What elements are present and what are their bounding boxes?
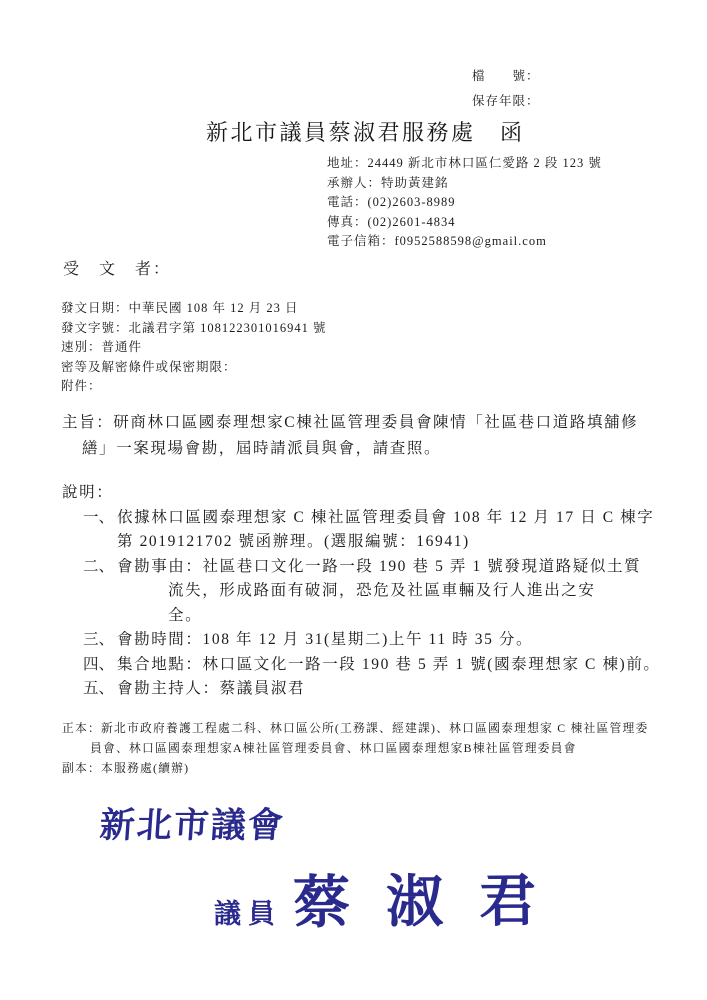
- description-item-2-wrap: 流失，形成路面有破洞，恐危及社區車輛及行人進出之安: [168, 582, 596, 599]
- sender-phone-line: 電話：(02)2603-8989: [327, 195, 456, 209]
- description-item-3: [83, 628, 661, 653]
- sender-contact-line: 承辦人：特助黃建銘: [327, 175, 449, 190]
- item-number: 一、: [83, 508, 115, 526]
- item-text: 會勘主持人：蔡議員淑君: [117, 680, 306, 697]
- priority-line: 速別：普通件: [61, 340, 143, 354]
- classification-line: 密等及解密條件或保密期限：: [61, 359, 237, 374]
- retention-period-label: 保存年限：: [472, 94, 540, 108]
- council-name-stamp: 新北市議會: [98, 806, 287, 845]
- description-item-5: [83, 677, 661, 702]
- item-text: 依據林口區國泰理想家 C 棟社區管理委員會 108 年 12 月 17 日 C 棟字: [117, 508, 655, 526]
- document-meta-block: [61, 299, 327, 397]
- description-item-1-wrap: 第 2019121702 號函辦理。(選服編號：16941): [117, 533, 470, 550]
- sender-address-line: 地址：24449 新北市林口區仁愛路 2 段 123 號: [327, 156, 602, 170]
- councilor-signature: 蔡淑君: [292, 869, 573, 936]
- document-title: 新北市議員蔡淑君服務處 函: [206, 120, 525, 145]
- carbon-copy-line: 副本：本服務處(續辦): [62, 761, 190, 775]
- description-item-2: [83, 555, 661, 580]
- file-number-block: [472, 64, 540, 114]
- subject-line: 繕」一案現場會勘，屆時請派員與會，請查照。: [82, 439, 442, 457]
- description-item-4: [83, 653, 661, 678]
- description-item-1: [83, 506, 661, 531]
- original-copy-line-wrap: 員會、林口區國泰理想家A棟社區管理委員會、林口區國泰理想家B棟社區管理委員會: [90, 741, 577, 755]
- sender-fax-line: 傳真：(02)2601-4834: [327, 214, 456, 229]
- sender-email-line: 電子信箱：f0952588598@gmail.com: [327, 234, 547, 248]
- councilor-title-stamp: 議員: [214, 899, 282, 929]
- sender-info-block: [327, 154, 602, 252]
- description-item-2-wrap: 全。: [168, 606, 203, 624]
- item-text: 會勘時間：108 年 12 月 31(星期二)上午 11 時 35 分。: [117, 631, 534, 648]
- reference-number-line: 發文字號：北議君字第 108122301016941 號: [61, 320, 327, 335]
- item-text: 會勘事由：社區巷口文化一路一段 190 巷 5 弄 1 號發現道路疑似土質: [117, 557, 642, 575]
- original-copy-line: 正本：新北市政府養護工程處二科、林口區公所(工務課、經建課)、林口區國泰理想家 C 棟社區管理委: [62, 721, 649, 735]
- item-number: 五、: [83, 680, 115, 697]
- file-number-label: 檔 號：: [472, 69, 540, 83]
- attachment-line: 附件：: [61, 379, 102, 393]
- description-heading: 說明：: [62, 484, 114, 501]
- item-text: 集合地點：林口區文化一路一段 190 巷 5 弄 1 號(國泰理想家 C 棟)前。: [117, 655, 661, 673]
- item-number: 二、: [83, 557, 115, 575]
- item-number: 四、: [83, 655, 115, 673]
- subject-section: [62, 410, 638, 461]
- recipient-label: 受 文 者：: [63, 261, 172, 278]
- item-number: 三、: [83, 631, 115, 648]
- subject-line: 主旨：研商林口區國泰理想家C棟社區管理委員會陳情「社區巷口道路填舖修: [62, 414, 639, 431]
- description-section: [62, 481, 661, 702]
- issue-date-line: 發文日期：中華民國 108 年 12 月 23 日: [61, 301, 299, 315]
- distribution-section: [62, 718, 649, 778]
